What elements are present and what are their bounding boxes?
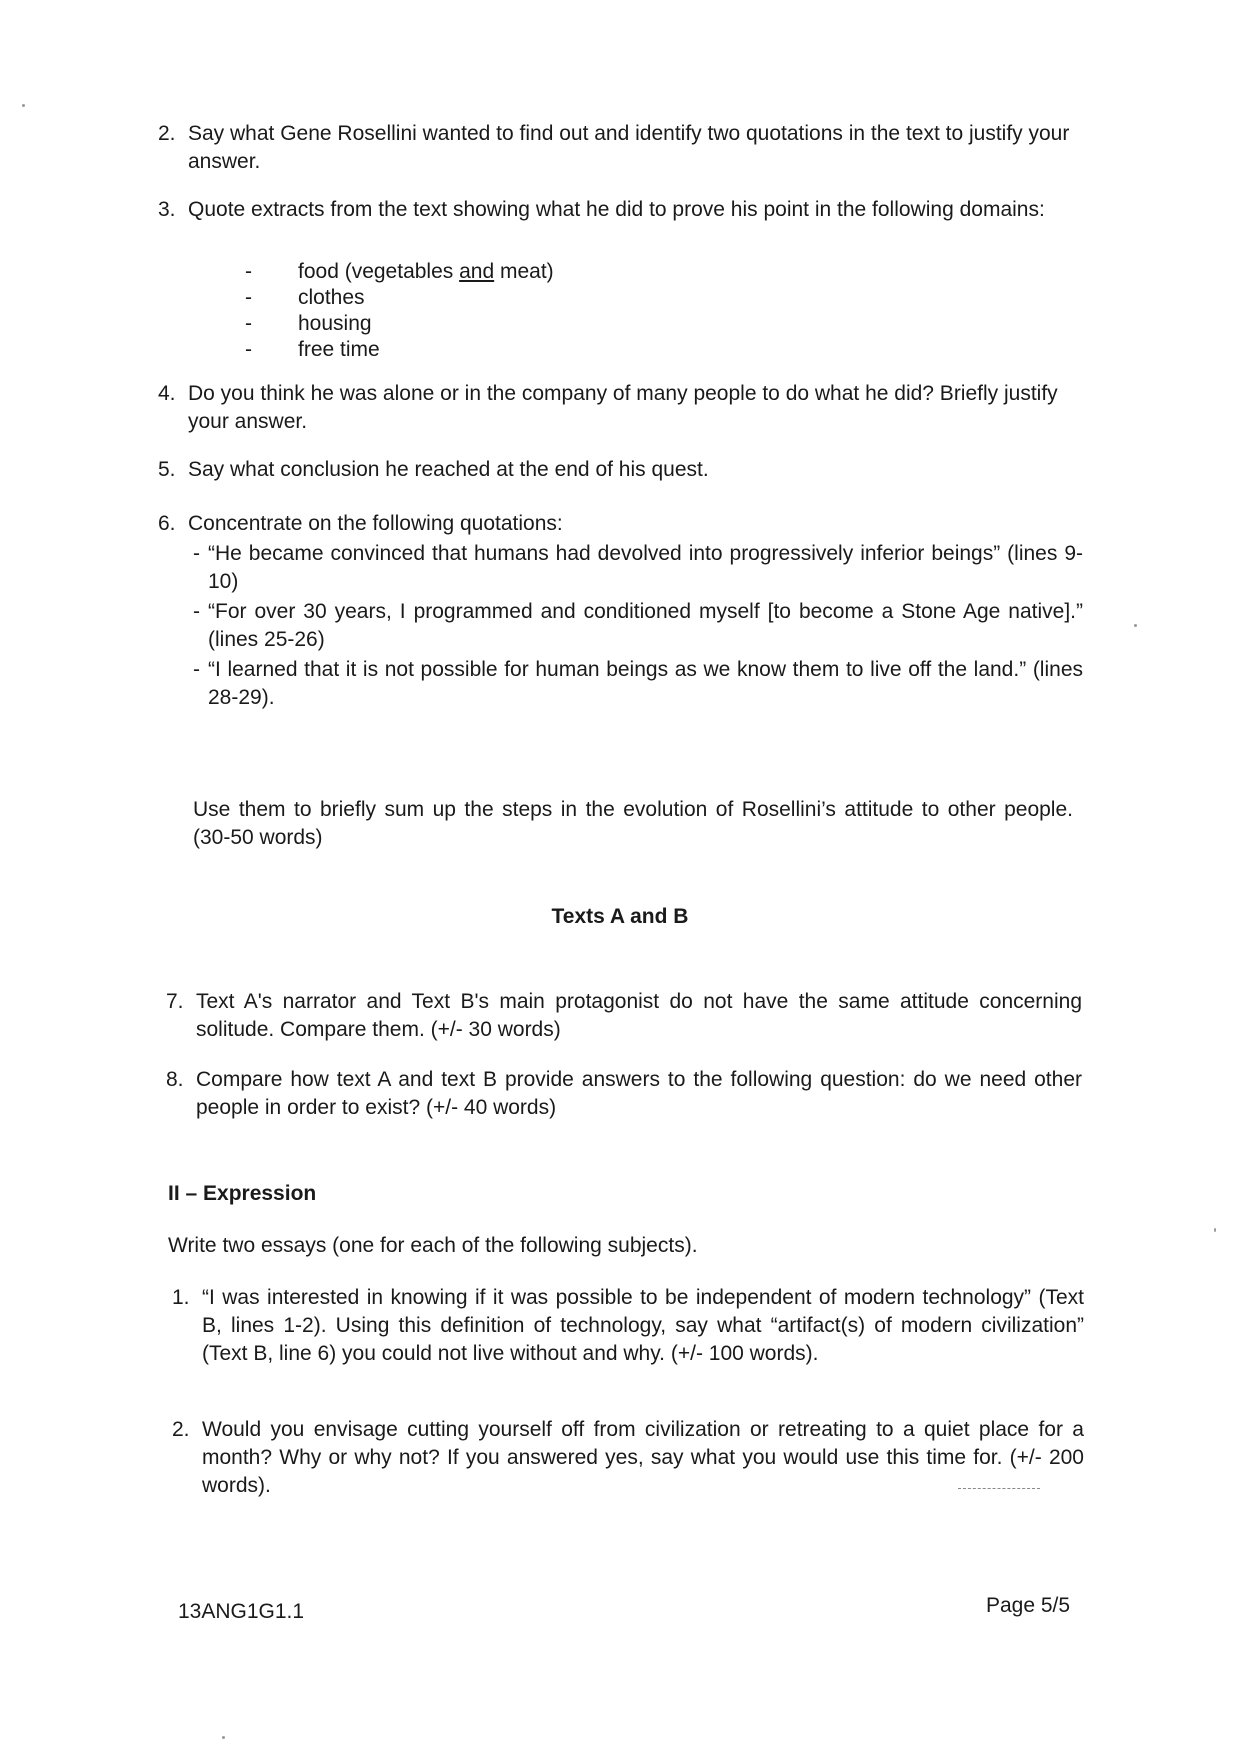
question-number: 3.: [158, 198, 176, 221]
list-item: [245, 336, 645, 362]
scan-mark: [958, 1488, 1040, 1490]
question-6: [158, 510, 1078, 538]
question-number: 8.: [166, 1068, 184, 1091]
scan-speck: [22, 104, 25, 107]
domains-list: [245, 258, 645, 362]
question-text: Do you think he was alone or in the company of many people to do what he did? Briefly justify your answer.: [188, 382, 1058, 433]
question-number: 5.: [158, 458, 176, 481]
domain-free-time: free time: [298, 338, 380, 361]
subject-number: 2.: [172, 1418, 190, 1441]
quotation-text: “For over 30 years, I programmed and conditioned myself [to become a Stone Age native].” (lines 25-26): [208, 600, 1083, 651]
section-heading-expression: II – Expression: [168, 1182, 317, 1205]
quotation-text: “He became convinced that humans had devolved into progressively inferior beings” (lines 9-10): [208, 542, 1083, 593]
dash: -: [193, 600, 200, 623]
question-8: [166, 1066, 1082, 1122]
document-code: 13ANG1G1.1: [178, 1600, 305, 1623]
scan-speck: [222, 1736, 225, 1739]
section-heading-texts-a-b: Texts A and B: [551, 905, 689, 928]
quotations-list: [178, 540, 1083, 714]
quotation-text: “I learned that it is not possible for human beings as we know them to live off the land.” (lines 28-29).: [208, 658, 1083, 709]
page-number: Page 5/5: [986, 1594, 1071, 1617]
quotation-item: [178, 540, 1083, 596]
dash: -: [245, 312, 252, 335]
question-text: Say what Gene Rosellini wanted to find out and identify two quotations in the text to justify your answer.: [188, 122, 1070, 173]
question-3: [158, 196, 1078, 224]
list-item: [245, 310, 645, 336]
dash: -: [245, 286, 252, 309]
question-number: 4.: [158, 382, 176, 405]
scan-speck: [1214, 1228, 1216, 1232]
question-text: Say what conclusion he reached at the end of his quest.: [188, 458, 709, 481]
subject-text: Would you envisage cutting yourself off from civilization or retreating to a quiet place for a month? Why or why not? If you answered yes, say what you would use this time for. (+/- 200 words).: [202, 1418, 1084, 1497]
question-number: 7.: [166, 990, 184, 1013]
domain-housing: housing: [298, 312, 372, 335]
question-number: 6.: [158, 512, 176, 535]
question-text: Compare how text A and text B provide answers to the following question: do we need other people in order to exist? (+/- 40 words): [196, 1068, 1082, 1119]
question-4: [158, 380, 1078, 436]
dash: -: [245, 260, 252, 283]
list-item: [245, 284, 645, 310]
quotation-item: [178, 598, 1083, 654]
question-2: [158, 120, 1078, 176]
question-5: [158, 456, 1078, 484]
dash: -: [193, 658, 200, 681]
question-text: Concentrate on the following quotations:: [188, 512, 563, 535]
essay-subject-1: [172, 1284, 1084, 1368]
domain-clothes: clothes: [298, 286, 365, 309]
expression-intro: Write two essays (one for each of the following subjects).: [168, 1234, 698, 1257]
essay-subject-2: [172, 1416, 1084, 1500]
question-text: Text A's narrator and Text B's main protagonist do not have the same attitude concerning solitude. Compare them. (+/- 30 words): [196, 990, 1082, 1041]
question-number: 2.: [158, 122, 176, 145]
list-item: [245, 258, 645, 284]
quotation-item: [178, 656, 1083, 712]
subject-text: “I was interested in knowing if it was possible to be independent of modern technology” (Text B, lines 1-2). Using this definition of technology, say what “artifact(s) of modern civilization” (Text B, line 6) you could not live without and why. (+/- 100 words).: [202, 1286, 1084, 1365]
subject-number: 1.: [172, 1286, 190, 1309]
dash: -: [245, 338, 252, 361]
domain-food: food (vegetables and meat): [298, 260, 554, 283]
scan-speck: [1134, 624, 1137, 627]
question-7: [166, 988, 1082, 1044]
q6-instruction: Use them to briefly sum up the steps in the evolution of Rosellini’s attitude to other people. (30-50 words): [193, 798, 1073, 849]
question-text: Quote extracts from the text showing what he did to prove his point in the following domains:: [188, 198, 1045, 221]
dash: -: [193, 542, 200, 565]
